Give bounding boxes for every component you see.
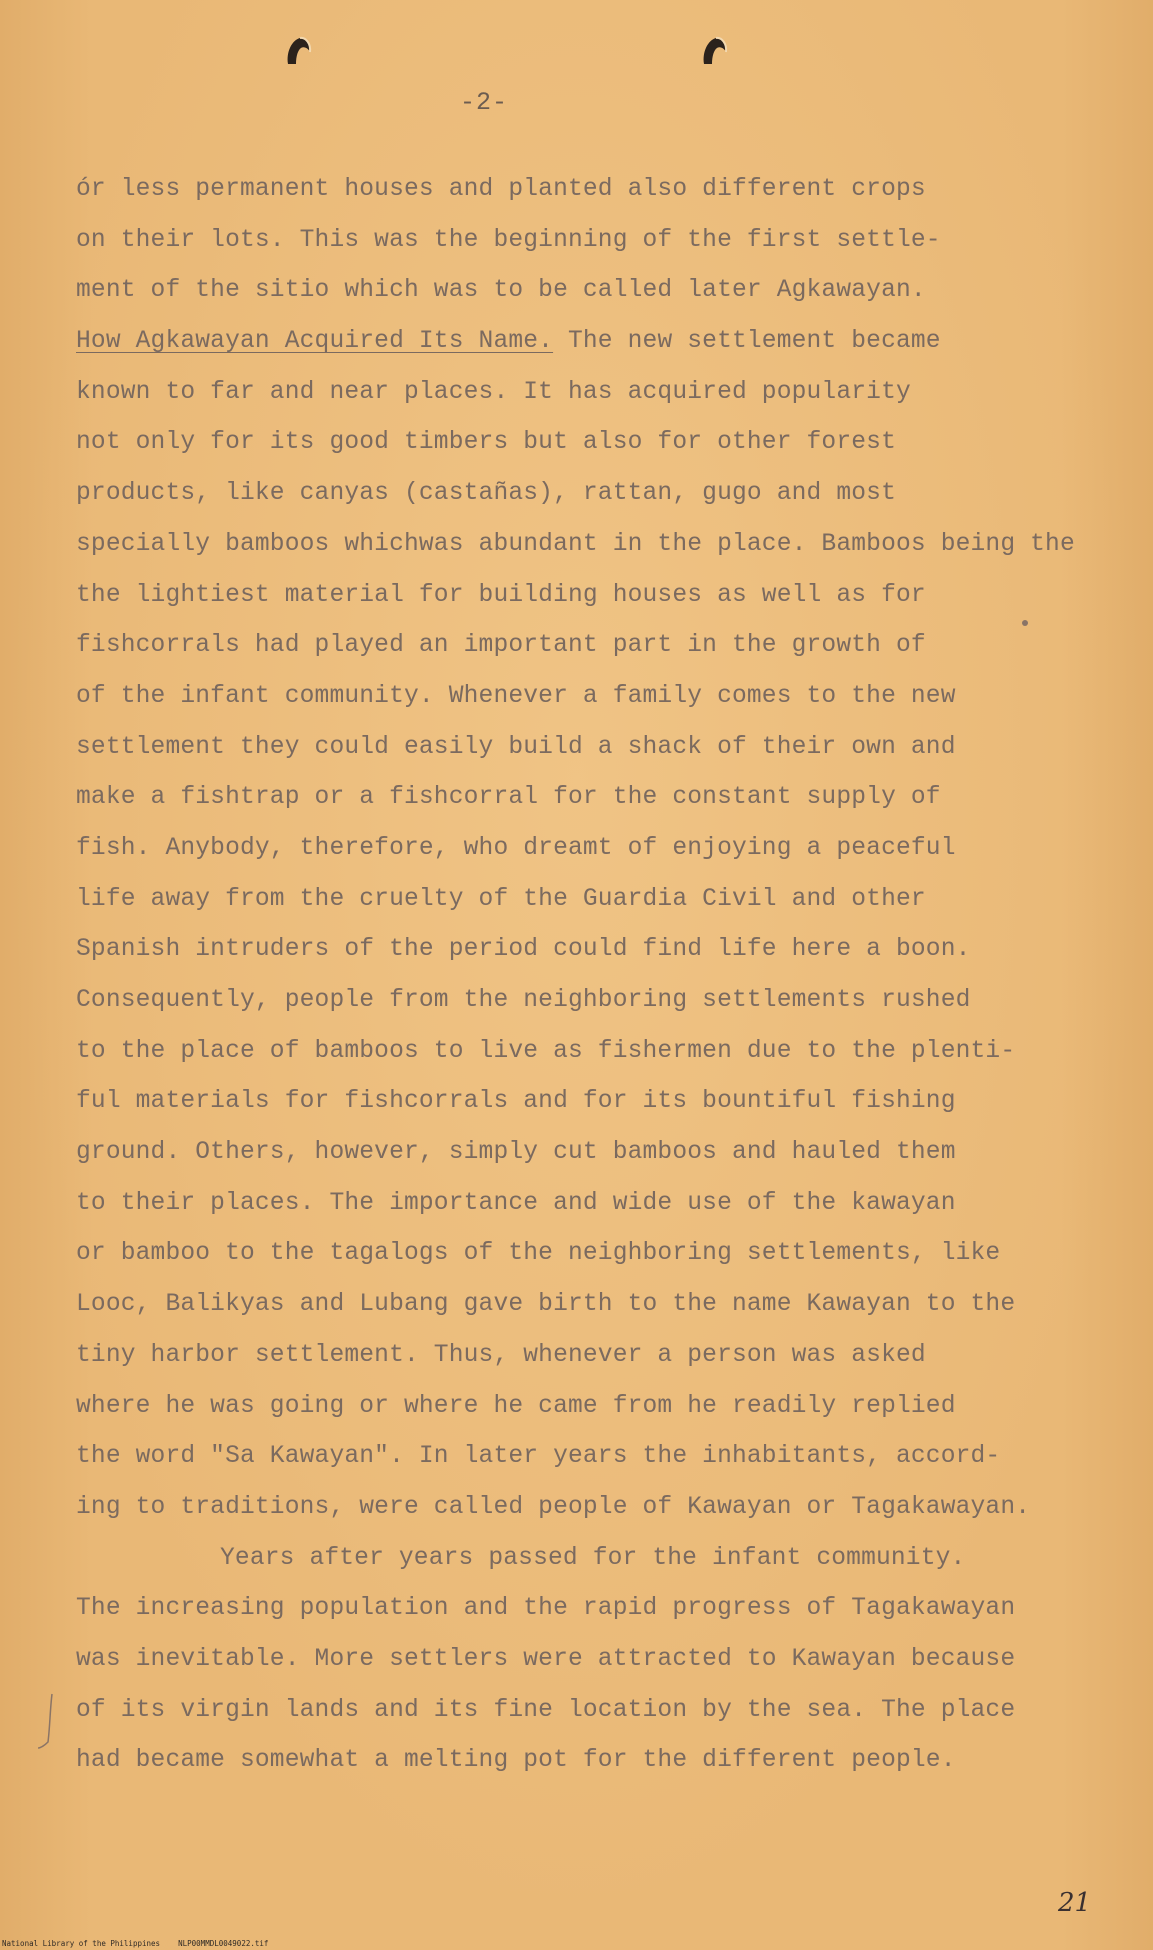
text-line: tiny harbor settlement. Thus, whenever a person was asked	[76, 1341, 926, 1369]
text-line: ful materials for fishcorrals and for its bountiful fishing	[76, 1088, 956, 1116]
punch-hole-icon	[284, 34, 314, 68]
text-line: Looc, Balikyas and Lubang gave birth to the name Kawayan to the	[76, 1291, 1016, 1319]
paragraph-start-line: Years after years passed for the infant community.	[220, 1544, 966, 1572]
text-line: fish. Anybody, therefore, who dreamt of enjoying a peaceful	[76, 834, 956, 862]
ink-spot	[1022, 620, 1028, 626]
text-line: where he was going or where he came from he readily replied	[76, 1392, 956, 1420]
punch-hole-icon	[700, 34, 730, 68]
text-line: of its virgin lands and its fine location by the sea. The place	[76, 1696, 1016, 1724]
text-line: settlement they could easily build a shack of their own and	[76, 733, 956, 761]
text-line: the lightiest material for building houses as well as for	[76, 581, 926, 609]
folio-number: 21	[1058, 1888, 1092, 1918]
text-line: ing to traditions, were called people of Kawayan or Tagakawayan.	[76, 1493, 1031, 1521]
text-line: of the infant community. Whenever a family comes to the new	[76, 682, 956, 710]
text-line: ground. Others, however, simply cut bamboos and hauled them	[76, 1139, 956, 1167]
text-line	[76, 317, 1076, 368]
text-line: life away from the cruelty of the Guardia Civil and other	[76, 885, 926, 913]
text-line: was inevitable. More settlers were attracted to Kawayan because	[76, 1645, 1016, 1673]
text-line: known to far and near places. It has acquired popularity	[76, 378, 911, 406]
text-line: The increasing population and the rapid progress of Tagakawayan	[76, 1595, 1016, 1623]
text-line: make a fishtrap or a fishcorral for the constant supply of	[76, 784, 941, 812]
text-line: or bamboo to the tagalogs of the neighboring settlements, like	[76, 1240, 1001, 1268]
text-line: ór less permanent houses and planted also different crops	[76, 176, 926, 203]
text-line: on their lots. This was the beginning of the first settle-	[76, 226, 941, 254]
text-line: to the place of bamboos to live as fishermen due to the plenti-	[76, 1037, 1016, 1065]
archive-footer: National Library of the Philippines NLP00MMDL0049022.tif	[2, 1939, 269, 1948]
text-line: not only for its good timbers but also for other forest	[76, 429, 896, 457]
text-line: Consequently, people from the neighboring settlements rushed	[76, 987, 971, 1014]
text-line-rest: The new settlement became	[553, 328, 941, 356]
text-line: products, like canyas (castañas), rattan, gugo and most	[76, 480, 896, 508]
text-line: had became somewhat a melting pot for the different people.	[76, 1747, 956, 1775]
page-number: -2-	[460, 88, 509, 117]
text-line: the word "Sa Kawayan". In later years the inhabitants, accord-	[76, 1443, 1001, 1471]
text-line: Spanish intruders of the period could find life here a boon.	[76, 936, 971, 964]
body-text	[76, 165, 1076, 1787]
text-line: fishcorrals had played an important part in the growth of	[76, 632, 926, 660]
text-line: to their places. The importance and wide use of the kawayan	[76, 1189, 956, 1217]
section-heading: How Agkawayan Acquired Its Name.	[76, 328, 554, 356]
text-line: ment of the sitio which was to be called later Agkawayan.	[76, 277, 926, 305]
text-line: specially bamboos whichwas abundant in the place. Bamboos being the	[76, 530, 1075, 558]
margin-pencil-mark	[36, 1690, 66, 1760]
